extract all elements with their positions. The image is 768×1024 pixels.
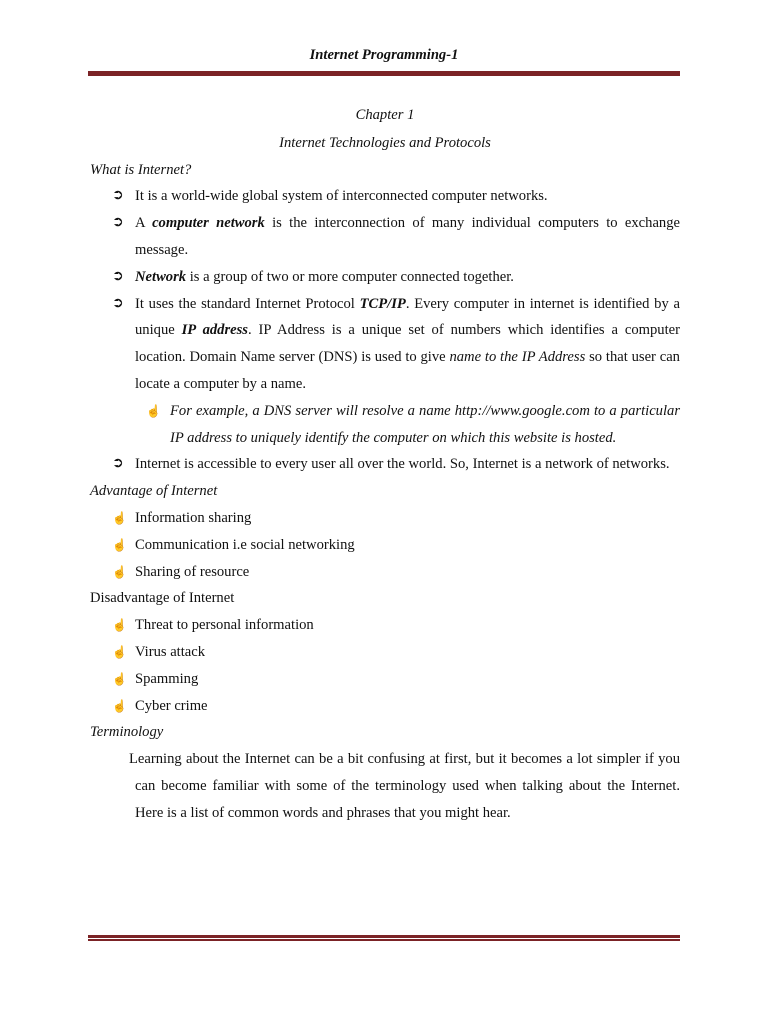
section-heading-terminology: Terminology: [90, 724, 164, 741]
item-text: Virus attack: [135, 643, 206, 660]
hand-pointing-icon: ☝: [112, 671, 127, 686]
header-rule: [88, 71, 680, 76]
term-network: Network: [135, 268, 187, 285]
hand-pointing-icon: ☝: [112, 564, 127, 579]
footer-rule-thin: [88, 939, 680, 941]
example-item: [90, 398, 680, 452]
chapter-number: Chapter 1: [355, 107, 415, 123]
list-item: [90, 210, 680, 264]
section-heading-what-is-internet: What is Internet?: [90, 161, 192, 178]
example-text: For example, a DNS server will resolve a name http://www.google.com to a particular IP address to uniquely identify the computer on which this website is hosted.: [170, 402, 680, 446]
item-text: Sharing of resource: [135, 563, 250, 580]
disadvantage-item: [90, 639, 680, 666]
list-item: [90, 183, 680, 210]
term-ip-address: IP address: [181, 322, 248, 339]
term-name-to-ip: name to the IP Address: [449, 349, 586, 366]
item-text: Information sharing: [135, 509, 252, 526]
list-item: [90, 264, 680, 291]
advantage-item: [90, 532, 680, 559]
chapter-title: Internet Technologies and Protocols: [279, 134, 491, 151]
item-text-prefix: A: [135, 215, 153, 232]
advantage-item: [90, 559, 680, 586]
terminology-paragraph: Learning about the Internet can be a bit confusing at first, but it becomes a lot simpler if you can become familiar with some of the terminology used when talking about the Internet. Here is a list of common words and phrases that you might hear.: [129, 751, 680, 821]
item-text: is the interconnection of many individual computers to exchange message.: [135, 215, 680, 258]
section-heading-advantage: Advantage of Internet: [90, 483, 218, 500]
hand-pointing-icon: ☝: [112, 644, 127, 659]
section-heading-disadvantage: Disadvantage of Internet: [90, 590, 235, 607]
list-item: [90, 291, 680, 398]
footer-rule-thick: [88, 935, 680, 938]
hand-pointing-icon: ☝: [112, 537, 127, 552]
item-text: Internet is accessible to every user all over the world. So, Internet is a network of networks.: [135, 456, 670, 473]
item-text: Cyber crime: [135, 697, 208, 714]
term-computer-network: computer network: [152, 215, 265, 232]
arrow-bullet-icon: ➲: [112, 268, 124, 284]
advantage-item: [90, 505, 680, 532]
running-header-title: Internet Programming-1: [309, 47, 459, 63]
hand-pointing-icon: ☝: [112, 510, 127, 525]
item-text: Spamming: [135, 670, 199, 687]
item-text: . IP Address is a unique set of numbers which identifies a computer location. Domain Name server (DNS) is used to give: [135, 322, 680, 366]
arrow-bullet-icon: ➲: [112, 295, 124, 311]
arrow-bullet-icon: ➲: [112, 188, 124, 204]
disadvantage-item: [90, 666, 680, 693]
list-item: [90, 451, 680, 478]
item-text: It is a world-wide global system of interconnected computer networks.: [135, 188, 548, 205]
term-tcp-ip: TCP/IP: [359, 295, 406, 312]
item-text: is a group of two or more computer connected together.: [186, 268, 514, 285]
item-text: Communication i.e social networking: [135, 536, 355, 553]
disadvantage-item: [90, 612, 680, 639]
arrow-bullet-icon: ➲: [112, 215, 124, 231]
page-content: [90, 102, 680, 827]
item-text: . Every computer in internet is identified by a unique: [135, 295, 680, 339]
item-text: Threat to personal information: [135, 617, 314, 634]
item-text: so that user can locate a computer by a name.: [135, 349, 680, 392]
hand-pointing-icon: ☝: [112, 618, 127, 633]
item-text: It uses the standard Internet Protocol: [135, 295, 360, 312]
hand-pointing-icon: ☝: [146, 403, 161, 418]
arrow-bullet-icon: ➲: [112, 456, 124, 472]
disadvantage-item: [90, 693, 680, 720]
hand-pointing-icon: ☝: [112, 698, 127, 713]
